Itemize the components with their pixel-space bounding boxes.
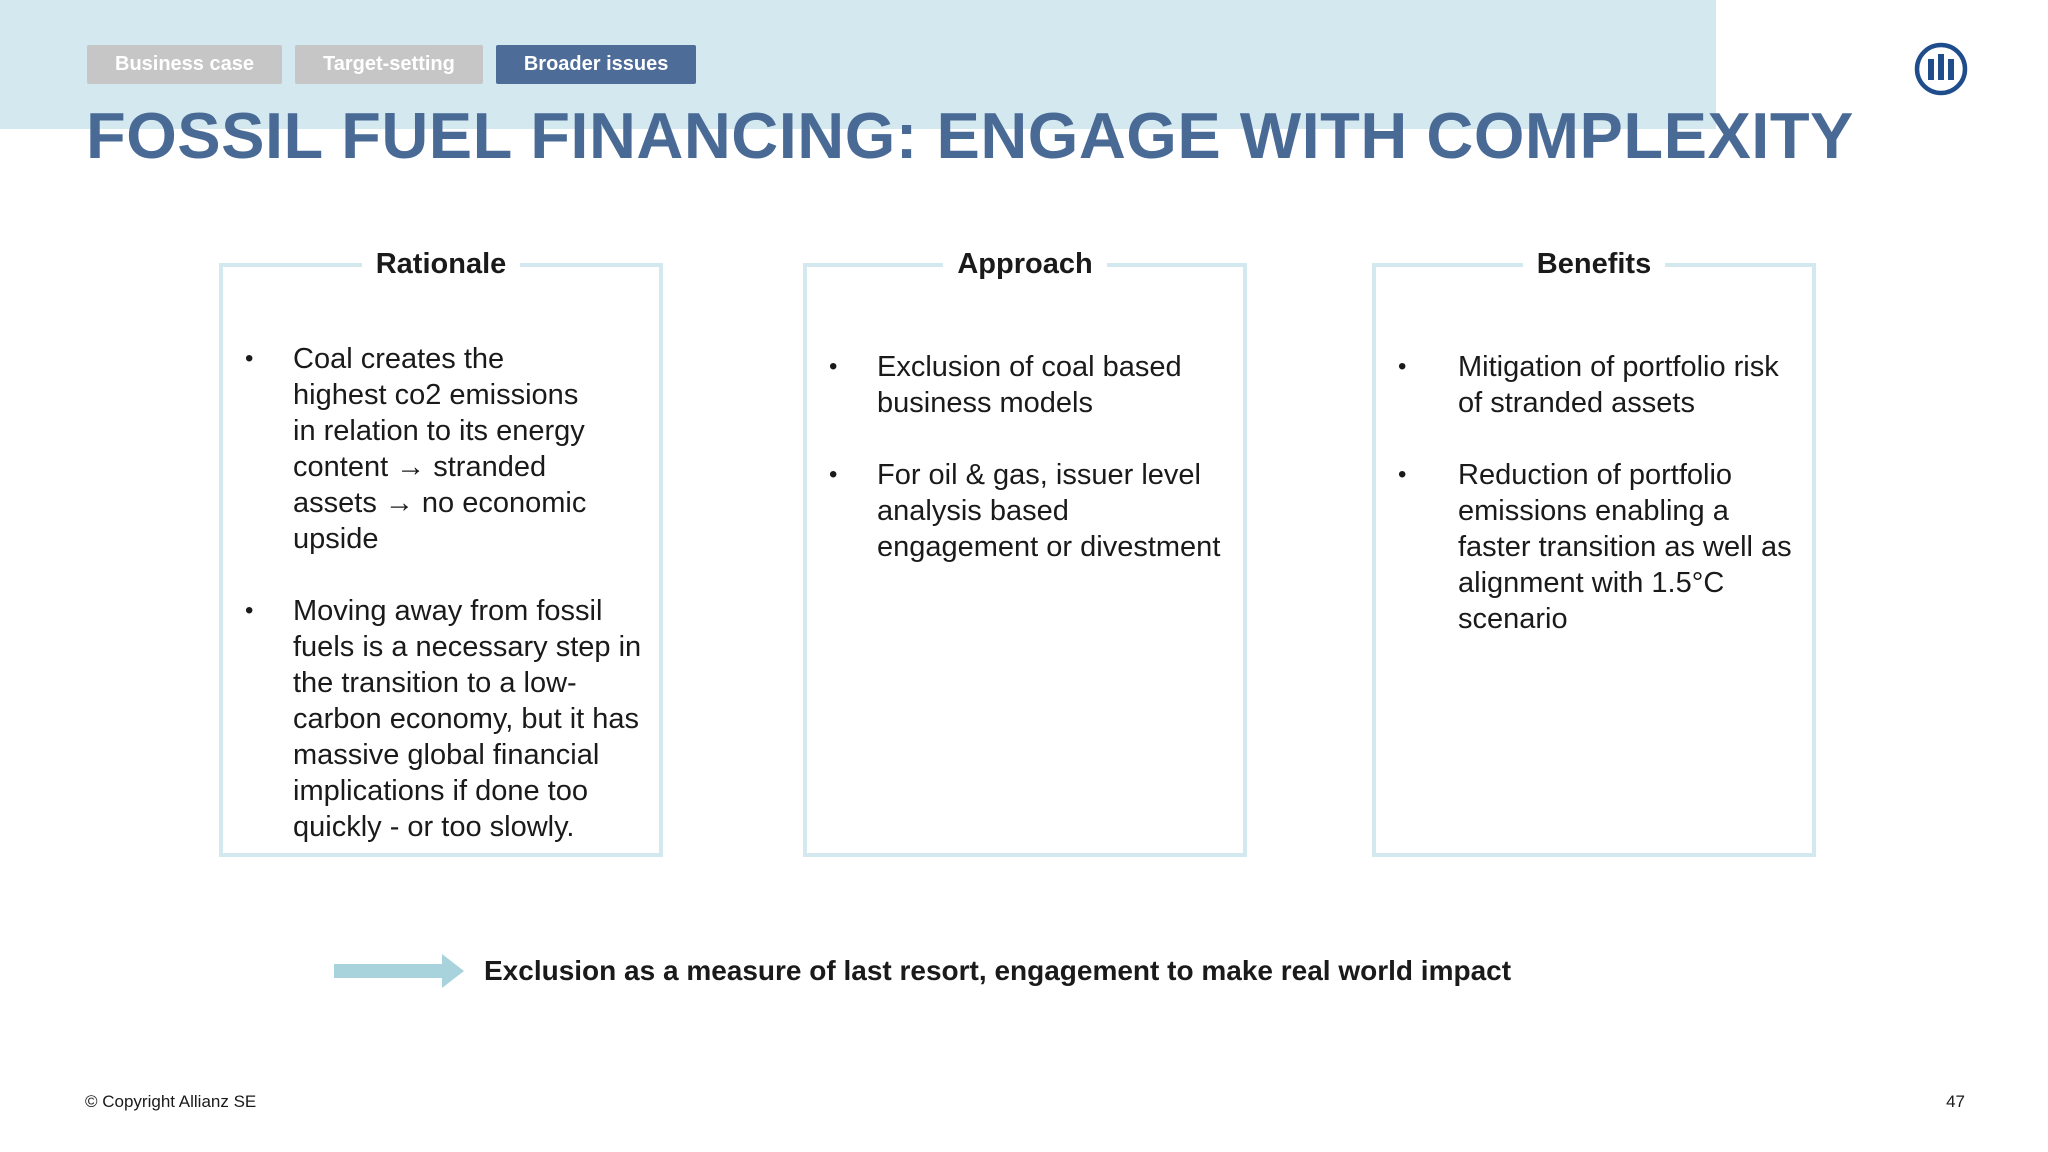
copyright-text: © Copyright Allianz SE — [85, 1092, 257, 1111]
approach-bullet-1: • Exclusion of coal based business models — [807, 349, 1243, 421]
approach-bullet-2: • For oil & gas, issuer level analysis based engagement or divestment — [807, 457, 1243, 565]
benefits-panel — [1372, 248, 1816, 857]
rationale-panel — [219, 248, 663, 857]
approach-list — [807, 349, 1243, 601]
approach-heading: Approach — [943, 247, 1106, 281]
section-tabs — [87, 45, 696, 84]
benefits-heading: Benefits — [1523, 247, 1665, 281]
allianz-logo-icon — [1914, 42, 1968, 96]
benefits-bullet-1: • Mitigation of portfolio risk of stranded assets — [1376, 349, 1812, 421]
arrow-right-icon — [334, 954, 464, 988]
tab-broader-issues[interactable]: Broader issues — [496, 45, 697, 84]
tab-target-setting[interactable]: Target-setting — [295, 45, 483, 84]
benefits-list — [1376, 349, 1812, 673]
key-takeaway — [334, 954, 1511, 988]
rationale-heading: Rationale — [362, 247, 521, 281]
benefits-bullet-2: • Reduction of portfolio emissions enabling a faster transition as well as alignment with 1.5°C scenario — [1376, 457, 1812, 637]
rationale-bullet-1: • Coal creates the highest co2 emissions in relation to its energy content → stranded assets → no economic upside — [223, 341, 659, 557]
takeaway-text: Exclusion as a measure of last resort, engagement to make real world impact — [484, 955, 1512, 986]
tab-business-case[interactable]: Business case — [87, 45, 282, 84]
slide-title: FOSSIL FUEL FINANCING: ENGAGE WITH COMPLEXITY — [86, 99, 1854, 172]
rationale-list — [223, 341, 659, 881]
page-number: 47 — [1946, 1092, 1965, 1111]
approach-panel — [803, 248, 1247, 857]
rationale-bullet-2: • Moving away from fossil fuels is a necessary step in the transition to a low-carbon economy, but it has massive global financial implications if done too quickly - or too slowly. — [223, 593, 659, 845]
